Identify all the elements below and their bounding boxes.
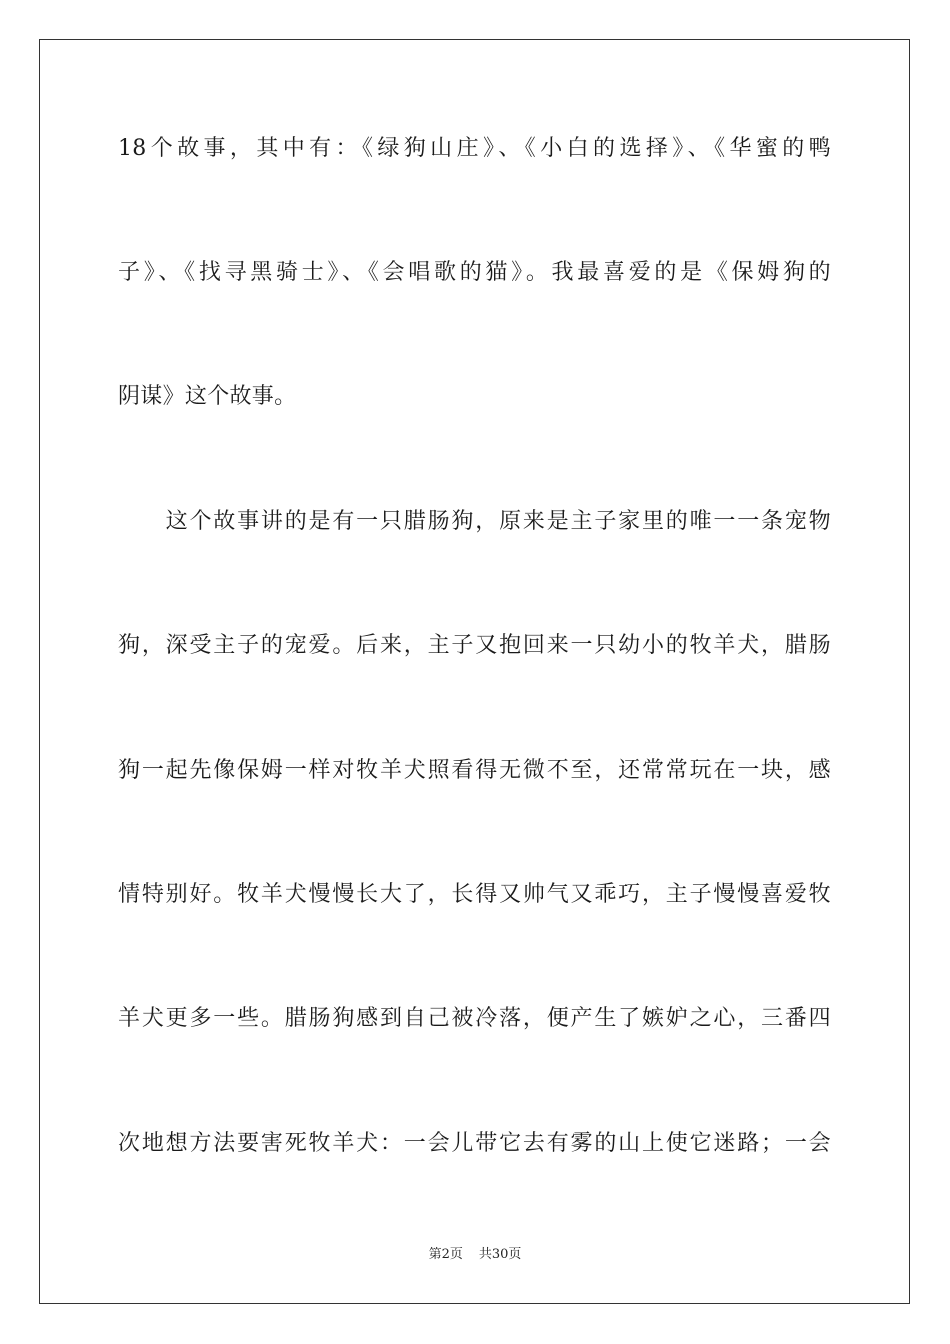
page-border [39,39,910,1304]
text-line-5: 狗，深受主子的宠爱。后来，主子又抱回来一只幼小的牧羊犬，腊肠 [118,633,831,658]
text-line-7: 情特别好。牧羊犬慢慢长大了，长得又帅气又乖巧，主子慢慢喜爱牧 [118,882,831,907]
text-line-2: 子》、《找寻黑骑士》、《会唱歌的猫》。我最喜爱的是《保姆狗的 [118,260,831,285]
text-line-6: 狗一起先像保姆一样对牧羊犬照看得无微不至，还常常玩在一块，感 [118,758,831,783]
text-line-4: 这个故事讲的是有一只腊肠狗，原来是主子家里的唯一一条宠物 [118,509,831,534]
text-line-1: 18个故事，其中有：《绿狗山庄》、《小白的选择》、《华蜜的鸭 [118,136,831,161]
text-line-9: 次地想方法要害死牧羊犬：一会儿带它去有雾的山上使它迷路；一会 [118,1131,831,1156]
page-number: 第2页 [428,1247,463,1262]
page-total: 共30页 [478,1247,522,1262]
page-footer [0,1246,950,1264]
text-line-3: 阴谋》这个故事。 [118,384,297,409]
text-line-8: 羊犬更多一些。腊肠狗感到自己被冷落，便产生了嫉妒之心，三番四 [118,1006,831,1031]
